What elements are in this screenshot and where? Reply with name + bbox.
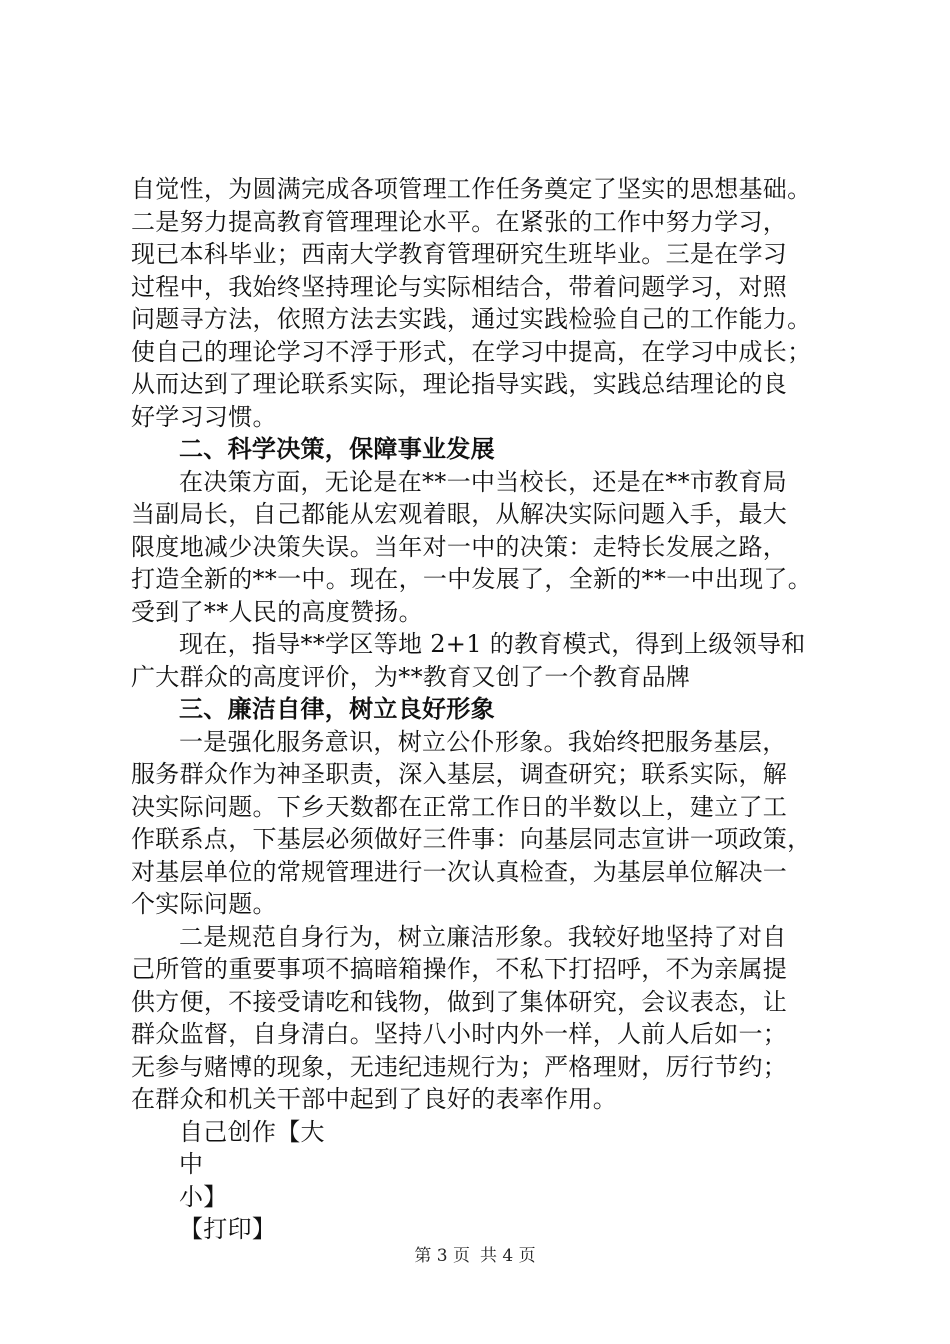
section3-line-9: 供方便，不接受请吃和钱物，做到了集体研究，会议表态，让: [131, 987, 788, 1016]
section2-line-5: 受到了**人民的高度赞扬。: [131, 597, 423, 626]
section2-line-2: 当副局长，自己都能从宏观着眼，从解决实际问题入手，最大: [131, 500, 788, 528]
section2-line-4: 打造全新的**一中。现在，一中发展了，全新的**一中出现了。: [131, 565, 812, 593]
font-size-small[interactable]: 小】: [179, 1182, 228, 1211]
section-heading-3: 三、廉洁自律，树立良好形象: [179, 694, 495, 723]
font-size-medium[interactable]: 中: [179, 1150, 204, 1178]
body-line-7: 从而达到了理论联系实际，理论指导实践，实践总结理论的良: [131, 370, 788, 398]
section2-line-3: 限度地减少决策失误。当年对一中的决策：走特长发展之路，: [131, 532, 788, 561]
body-line-1: 自觉性，为圆满完成各项管理工作任务奠定了坚实的思想基础。: [131, 175, 812, 203]
body-line-3: 现已本科毕业；西南大学教育管理研究生班毕业。三是在学习: [131, 240, 788, 268]
section3-line-7: 二是规范自身行为，树立廉洁形象。我较好地坚持了对自: [179, 922, 787, 951]
section3-line-6: 个实际问题。: [131, 890, 277, 918]
section3-line-12: 在群众和机关干部中起到了良好的表率作用。: [131, 1085, 617, 1113]
page-total: 共 4 页: [480, 1246, 536, 1266]
section3-line-5: 对基层单位的常规管理进行一次认真检查，为基层单位解决一: [131, 857, 788, 886]
font-size-control[interactable]: 自己创作【大: [179, 1117, 325, 1146]
body-line-6: 使自己的理论学习不浮于形式，在学习中提高，在学习中成长；: [131, 337, 812, 366]
page-footer: [0, 1244, 950, 1268]
section3-line-1: 一是强化服务意识，树立公仆形象。我始终把服务基层，: [179, 727, 787, 756]
section3-line-8: 己所管的重要事项不搞暗箱操作，不私下打招呼，不为亲属提: [131, 955, 788, 983]
body-line-4: 过程中，我始终坚持理论与实际相结合，带着问题学习，对照: [131, 272, 788, 301]
print-link[interactable]: 【打印】: [179, 1215, 277, 1243]
section3-line-4: 作联系点，下基层必须做好三件事：向基层同志宣讲一项政策，: [131, 825, 812, 853]
section3-line-2: 服务群众作为神圣职责，深入基层，调查研究；联系实际，解: [131, 760, 788, 788]
section3-line-10: 群众监督，自身清白。坚持八小时内外一样，人前人后如一；: [131, 1020, 788, 1048]
body-line-5: 问题寻方法，依照方法去实践，通过实践检验自己的工作能力。: [131, 305, 812, 333]
document-body: [131, 173, 851, 1246]
section3-line-11: 无参与赌博的现象，无违纪违规行为；严格理财，厉行节约；: [131, 1052, 788, 1081]
body-line-8: 好学习习惯。: [131, 402, 277, 431]
section2-line-6: 现在，指导**学区等地 2+1 的教育模式，得到上级领导和: [179, 630, 806, 658]
section2-line-7: 广大群众的高度评价，为**教育又创了一个教育品牌: [131, 662, 691, 691]
section2-line-1: 在决策方面，无论是在**一中当校长，还是在**市教育局: [179, 467, 788, 496]
section-heading-2: 二、科学决策，保障事业发展: [179, 434, 495, 463]
section3-line-3: 决实际问题。下乡天数都在正常工作日的半数以上，建立了工: [131, 792, 788, 821]
page-number: 第 3 页: [414, 1246, 470, 1266]
body-line-2: 二是努力提高教育管理理论水平。在紧张的工作中努力学习，: [131, 207, 788, 236]
